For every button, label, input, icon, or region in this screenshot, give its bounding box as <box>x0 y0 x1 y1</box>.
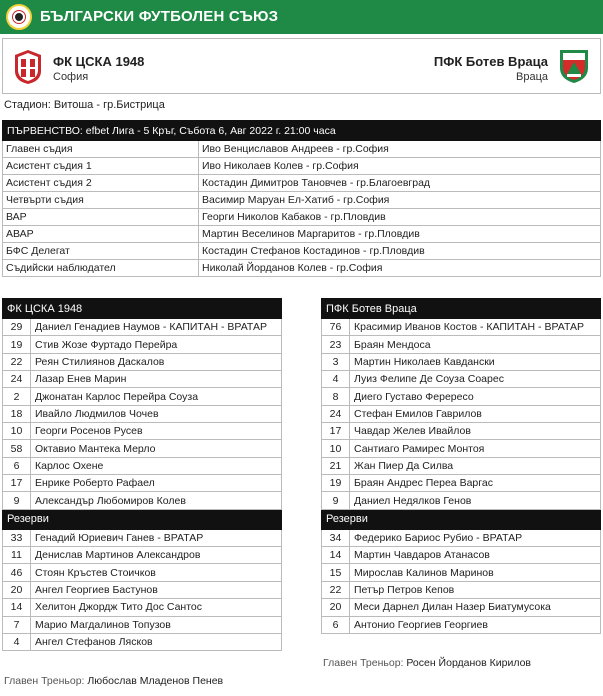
official-role: Асистент съдия 2 <box>3 175 199 192</box>
player-number: 24 <box>3 371 31 388</box>
player-name: Федерико Бариос Рубио - ВРАТАР <box>350 529 601 546</box>
away-lineup-table <box>321 298 601 634</box>
player-row <box>322 353 601 370</box>
away-starters-header <box>322 299 601 319</box>
federation-header <box>0 0 603 34</box>
player-name: Лазар Енев Марин <box>31 371 282 388</box>
federation-title: БЪЛГАРСКИ ФУТБОЛЕН СЪЮЗ <box>40 8 279 25</box>
player-row <box>3 423 282 440</box>
player-number: 21 <box>322 457 350 474</box>
player-row <box>322 529 601 546</box>
player-row <box>3 388 282 405</box>
player-number: 17 <box>322 423 350 440</box>
player-name: Стив Жозе Фуртадо Перейра <box>31 336 282 353</box>
away-team-name: ПФК Ботев Враца <box>433 54 548 69</box>
player-name: Мартин Николаев Кавдански <box>350 353 601 370</box>
player-row <box>3 371 282 388</box>
player-name: Джонатан Карлос Перейра Соуза <box>31 388 282 405</box>
player-row <box>3 457 282 474</box>
player-name: Реян Стилиянов Даскалов <box>31 353 282 370</box>
player-number: 20 <box>322 599 350 616</box>
player-number: 10 <box>322 440 350 457</box>
player-number: 76 <box>322 319 350 336</box>
officials-table <box>2 120 601 277</box>
player-row <box>322 581 601 598</box>
official-row <box>3 158 601 175</box>
home-starters-header <box>3 299 282 319</box>
player-number: 58 <box>3 440 31 457</box>
player-name: Меси Дарнел Дилан Назер Биатумусока <box>350 599 601 616</box>
player-number: 7 <box>3 616 31 633</box>
player-number: 2 <box>3 388 31 405</box>
official-row <box>3 192 601 209</box>
player-row <box>322 319 601 336</box>
player-number: 22 <box>3 353 31 370</box>
player-name: Денислав Мартинов Александров <box>31 547 282 564</box>
player-number: 3 <box>322 353 350 370</box>
official-name: Георги Николов Кабаков - гр.Пловдив <box>199 209 601 226</box>
player-number: 18 <box>3 405 31 422</box>
competition-info: ПЪРВЕНСТВО: efbet Лига - 5 Кръг, Събота 6, Авг 2022 г. 21:00 часа <box>3 121 601 141</box>
player-number: 14 <box>322 547 350 564</box>
player-name: Браян Андрес Переа Варгас <box>350 475 601 492</box>
player-row <box>322 547 601 564</box>
player-number: 9 <box>3 492 31 509</box>
home-reserves-header <box>3 509 282 529</box>
player-number: 29 <box>3 319 31 336</box>
official-role: ВАР <box>3 209 199 226</box>
player-name: Мирослав Калинов Маринов <box>350 564 601 581</box>
home-lineup-table <box>2 298 282 651</box>
official-row <box>3 175 601 192</box>
competition-header <box>3 121 601 141</box>
official-row <box>3 243 601 260</box>
player-name: Антонио Георгиев Георгиев <box>350 616 601 633</box>
player-row <box>3 440 282 457</box>
player-name: Мартин Чавдаров Атанасов <box>350 547 601 564</box>
official-name: Иво Венциславов Андреев - гр.София <box>199 141 601 158</box>
player-name: Георги Росенов Русев <box>31 423 282 440</box>
player-row <box>3 353 282 370</box>
player-name: Стоян Кръстев Стоичков <box>31 564 282 581</box>
player-name: Чавдар Желев Ивайлов <box>350 423 601 440</box>
player-row <box>3 492 282 509</box>
player-number: 10 <box>3 423 31 440</box>
player-name: Ангел Георгиев Бастунов <box>31 581 282 598</box>
bfu-logo-icon <box>6 4 32 30</box>
official-name: Васимир Маруан Ел-Хатиб - гр.София <box>199 192 601 209</box>
official-role: Четвърти съдия <box>3 192 199 209</box>
player-row <box>3 616 282 633</box>
player-row <box>322 371 601 388</box>
player-name: Ангел Стефанов Лясков <box>31 633 282 650</box>
cska-crest-icon <box>13 49 43 85</box>
player-row <box>322 405 601 422</box>
player-name: Марио Магдалинов Топузов <box>31 616 282 633</box>
player-number: 17 <box>3 475 31 492</box>
official-role: АВАР <box>3 226 199 243</box>
player-number: 33 <box>3 529 31 546</box>
player-number: 15 <box>322 564 350 581</box>
player-number: 6 <box>322 616 350 633</box>
home-team-name: ФК ЦСКА 1948 <box>53 54 145 69</box>
player-number: 24 <box>322 405 350 422</box>
stadium-info: Стадион: Витоша - гр.Бистрица <box>4 99 165 111</box>
away-starters-header-title: ПФК Ботев Враца <box>322 299 601 319</box>
player-row <box>322 388 601 405</box>
player-row <box>322 457 601 474</box>
player-name: Генадий Юриевич Ганев - ВРАТАР <box>31 529 282 546</box>
player-name: Ивайло Людмилов Чочев <box>31 405 282 422</box>
official-name: Костадин Стефанов Костадинов - гр.Пловдив <box>199 243 601 260</box>
player-number: 19 <box>322 475 350 492</box>
player-row <box>322 423 601 440</box>
player-number: 4 <box>3 633 31 650</box>
player-row <box>3 336 282 353</box>
player-row <box>3 475 282 492</box>
away-coach <box>323 657 531 669</box>
official-name: Костадин Димитров Тановчев - гр.Благоевград <box>199 175 601 192</box>
home-starters-header-title: ФК ЦСКА 1948 <box>3 299 282 319</box>
player-row <box>322 492 601 509</box>
player-number: 4 <box>322 371 350 388</box>
away-team-city: Враца <box>516 71 548 83</box>
match-teams-box <box>2 38 601 94</box>
player-name: Сантиаго Рамирес Монтоя <box>350 440 601 457</box>
player-number: 34 <box>322 529 350 546</box>
player-name: Браян Мендоса <box>350 336 601 353</box>
player-row <box>322 440 601 457</box>
player-number: 23 <box>322 336 350 353</box>
player-row <box>3 633 282 650</box>
player-row <box>3 564 282 581</box>
official-name: Иво Николаев Колев - гр.София <box>199 158 601 175</box>
official-name: Николай Йорданов Колев - гр.София <box>199 260 601 277</box>
official-role: БФС Делегат <box>3 243 199 260</box>
player-row <box>3 581 282 598</box>
player-name: Карлос Охене <box>31 457 282 474</box>
home-reserves-header-title: Резерви <box>3 509 282 529</box>
player-row <box>322 336 601 353</box>
player-row <box>3 405 282 422</box>
player-number: 46 <box>3 564 31 581</box>
player-row <box>322 616 601 633</box>
away-reserves-header <box>322 509 601 529</box>
player-row <box>322 475 601 492</box>
player-name: Диего Густаво Ферересо <box>350 388 601 405</box>
botev-vratsa-crest-icon <box>558 48 590 84</box>
player-row <box>322 599 601 616</box>
home-coach-label: Главен Треньор: <box>4 675 85 687</box>
player-number: 20 <box>3 581 31 598</box>
player-row <box>3 599 282 616</box>
player-number: 14 <box>3 599 31 616</box>
official-role: Главен съдия <box>3 141 199 158</box>
official-name: Мартин Веселинов Маргаритов - гр.Пловдив <box>199 226 601 243</box>
official-row <box>3 226 601 243</box>
player-name: Октавио Мантека Мерло <box>31 440 282 457</box>
player-name: Даниел Недялков Генов <box>350 492 601 509</box>
player-name: Енрике Роберто Рафаел <box>31 475 282 492</box>
player-row <box>3 319 282 336</box>
home-team-city: София <box>53 71 89 83</box>
player-number: 8 <box>322 388 350 405</box>
official-row <box>3 141 601 158</box>
player-row <box>3 529 282 546</box>
away-coach-label: Главен Треньор: <box>323 657 404 669</box>
official-role: Съдийски наблюдател <box>3 260 199 277</box>
player-row <box>3 547 282 564</box>
player-name: Стефан Емилов Гаврилов <box>350 405 601 422</box>
player-name: Жан Пиер Да Силва <box>350 457 601 474</box>
away-coach-name: Росен Йорданов Кирилов <box>406 657 531 669</box>
official-role: Асистент съдия 1 <box>3 158 199 175</box>
official-row <box>3 209 601 226</box>
player-number: 9 <box>322 492 350 509</box>
player-number: 11 <box>3 547 31 564</box>
player-name: Петър Петров Кепов <box>350 581 601 598</box>
player-name: Хелитон Джордж Тито Дос Сантос <box>31 599 282 616</box>
player-name: Луиз Фелипе Де Соуза Соарес <box>350 371 601 388</box>
official-row <box>3 260 601 277</box>
player-name: Даниел Генадиев Наумов - КАПИТАН - ВРАТАР <box>31 319 282 336</box>
player-number: 6 <box>3 457 31 474</box>
player-number: 19 <box>3 336 31 353</box>
player-number: 22 <box>322 581 350 598</box>
home-coach-name: Любослав Младенов Пенев <box>87 675 224 687</box>
player-name: Красимир Иванов Костов - КАПИТАН - ВРАТАР <box>350 319 601 336</box>
player-row <box>322 564 601 581</box>
player-name: Александър Любомиров Колев <box>31 492 282 509</box>
home-coach <box>4 675 223 687</box>
away-reserves-header-title: Резерви <box>322 509 601 529</box>
